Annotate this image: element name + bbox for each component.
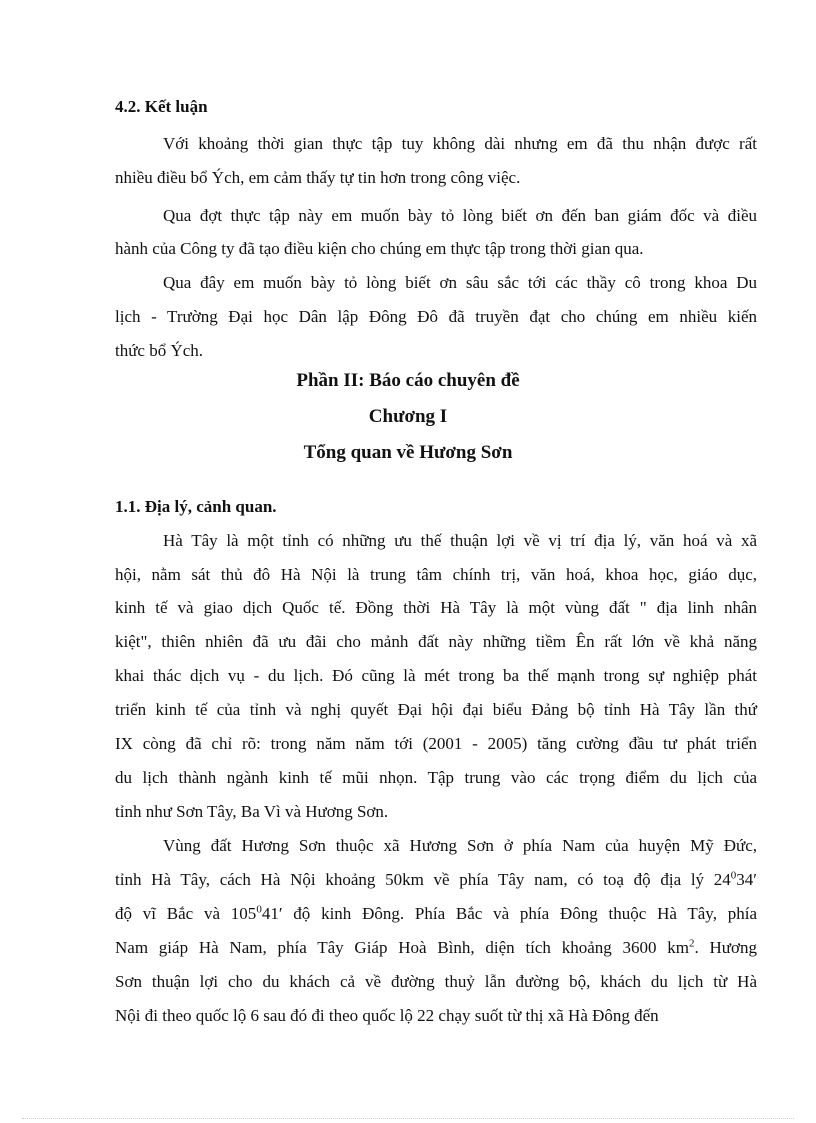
page-bottom-divider xyxy=(22,1118,794,1119)
paragraph-line xyxy=(115,937,757,959)
paragraph-line: Vùng đất Hương Sơn thuộc xã Hương Sơn ở phía Nam của huyện Mỹ Đức, xyxy=(163,836,757,855)
paragraph-line: du lịch thành ngành kinh tế mũi nhọn. Tập trung vào các trọng điểm du lịch của xyxy=(115,768,757,787)
paragraph-line: kinh tế và giao dịch Quốc tế. Đồng thời Hà Tây là một vùng đất " địa linh nhân xyxy=(115,598,757,617)
section-heading-conclusion: 4.2. Kết luận xyxy=(115,97,208,116)
paragraph-line: kiệt", thiên nhiên đã ưu đãi cho mảnh đất này những tiềm Ên rất lớn về khả năng xyxy=(115,632,757,651)
paragraph-line: Qua đây em muốn bày tỏ lòng biết ơn sâu sắc tới các thầy cô trong khoa Du xyxy=(163,273,757,292)
text-run: 41′ độ kinh Đông. Phía Bắc và phía Đông thuộc Hà Tây, phía xyxy=(261,904,757,923)
paragraph-line: Với khoảng thời gian thực tập tuy không dài nhưng em đã thu nhận được rất xyxy=(163,134,757,153)
text-run: tỉnh Hà Tây, cách Hà Nội khoảng 50km về phía Tây nam, có toạ độ địa lý 24 xyxy=(115,870,731,889)
paragraph-line: Sơn thuận lợi cho du khách cả về đường thuỷ lẫn đường bộ, khách du lịch từ Hà xyxy=(115,972,757,991)
paragraph-line: hành của Công ty đã tạo điều kiện cho chúng em thực tập trong thời gian qua. xyxy=(115,239,644,258)
section-heading-geography: 1.1. Địa lý, cảnh quan. xyxy=(115,497,277,516)
paragraph-line: Nội đi theo quốc lộ 6 sau đó đi theo quốc lộ 22 chạy suốt từ thị xã Hà Đông đến xyxy=(115,1006,659,1025)
paragraph-line xyxy=(115,903,757,925)
area-superscript: 2 xyxy=(689,937,695,950)
paragraph-line: IX còng đã chỉ rõ: trong năm năm tới (2001 - 2005) tăng cường đầu tư phát triển xyxy=(115,734,757,753)
paragraph-line: tỉnh như Sơn Tây, Ba Vì và Hương Sơn. xyxy=(115,802,389,821)
paragraph-line: triển kinh tế của tỉnh và nghị quyết Đại hội đại biểu Đảng bộ tỉnh Hà Tây lần thứ xyxy=(115,700,757,719)
paragraph-line: thức bổ Ých. xyxy=(115,341,204,360)
text-run: Nam giáp Hà Nam, phía Tây Giáp Hoà Bình, diện tích khoảng 3600 km xyxy=(115,938,689,957)
paragraph-line: lịch - Trường Đại học Dân lập Đông Đô đã truyền đạt cho chúng em nhiều kiến xyxy=(115,307,757,326)
chapter-number: Chương I xyxy=(368,406,448,427)
text-run: 34′ xyxy=(736,870,757,889)
paragraph-line: Hà Tây là một tỉnh có những ưu thế thuận lợi về vị trí địa lý, văn hoá và xã xyxy=(163,531,757,550)
text-run: độ vĩ Bắc và 105 xyxy=(115,904,257,923)
degree-superscript: 0 xyxy=(256,903,262,916)
paragraph-line: Qua đợt thực tập này em muốn bày tỏ lòng biết ơn đến ban giám đốc và điều xyxy=(163,206,757,225)
text-run: . Hương xyxy=(694,938,757,957)
part-title: Phần II: Báo cáo chuyên đề xyxy=(296,370,520,391)
degree-superscript: 0 xyxy=(730,869,737,882)
chapter-title: Tổng quan về Hương Sơn xyxy=(303,442,513,463)
paragraph-line: hội, nằm sát thủ đô Hà Nội là trung tâm chính trị, văn hoá, khoa học, giáo dục, xyxy=(115,565,757,584)
paragraph-line: nhiều điều bổ Ých, em cảm thấy tự tin hơn trong công việc. xyxy=(115,168,521,187)
paragraph-line xyxy=(115,869,757,891)
paragraph-line: khai thác dịch vụ - du lịch. Đó cũng là mét trong ba thế mạnh trong sự nghiệp phát xyxy=(115,666,757,685)
